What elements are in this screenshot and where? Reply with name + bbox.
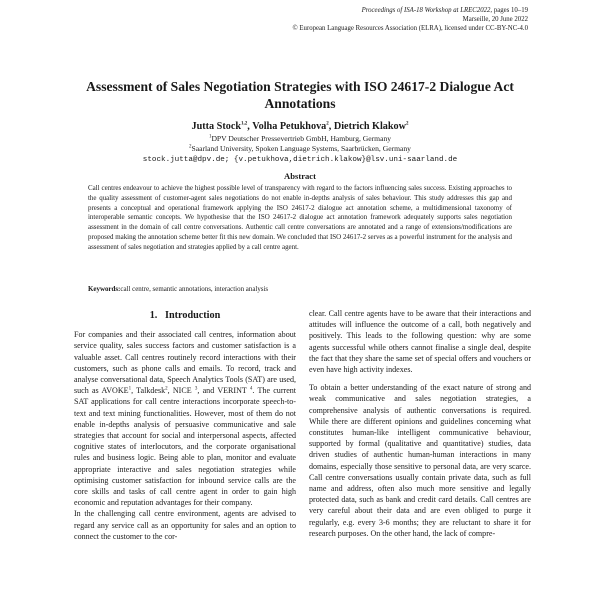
venue-proceedings-line (293, 6, 528, 15)
author-name: Dietrich Klakow (333, 121, 407, 132)
paragraph (74, 329, 296, 508)
abstract-text: Call centres endeavour to achieve the highest possible level of transparency with regard to the factors influencing sales success. Existing approaches to the quality assessment of customer-agent sales negotiations do not enable in-depths analysis of sales behaviour. This study addresses this gap and presents a conceptual and operational framework applying the ISO 24617-2 dialogue act annotation scheme, a multidimensional taxonomy of interoperable semantic concepts. We hypothesise that the ISO 24617-2 dialogue act annotation framework adequately supports sales negotiation assessment in the domain of call centre conversations. Authentic call centre conversations are annotated and a range of extensions/modifications are proposed making the annotation scheme better fit this new domain. We concluded that ISO 24617-2 serves as a powerful instrument for the analysis and assessment of sales negotiation and strategies applied by a call centre agent. (88, 184, 512, 251)
author-separator: , (328, 121, 334, 132)
paper-title: Assessment of Sales Negotiation Strategies with ISO 24617-2 Dialogue Act Annotations (86, 79, 514, 111)
paragraph-text: , Talkdesk (131, 386, 166, 396)
author-affil-sup: 2 (406, 121, 409, 127)
keywords-label: Keywords: (88, 285, 121, 293)
keywords-text: call centre, semantic annotations, interaction analysis (120, 285, 269, 293)
abstract-heading: Abstract (284, 171, 316, 181)
venue-license: © European Language Resources Association (ELRA), licensed under CC-BY-NC-4.0 (292, 25, 528, 32)
paragraph-text: , and VERINT (197, 386, 250, 396)
paragraph: To obtain a better understanding of the exact nature of strong and weak communicative and sales negotiation strategies, a comprehensive analysis of authentic conversations is required. While there are different opinions and guidelines concerning what constitutes human-like intelligent communicative behaviour, supported by formal (qualitative and quantitative) studies, data driven studies of authentic human-human interactions in many domains, especially those sensitive to personal data, are very scarce. Call centre conversations usually contain private data, such as full name and address, often also much more sensitive and legally protected data, such as bank and credit card details. Call centres are very careful about their data and are even obliged to purge it regularly, e.g. every 3-6 months; they are reluctant to share it for research purposes. On the other hand, the lack of compre- (309, 383, 531, 538)
paragraph-text: . The current SAT applications for call centre interactions incorporate speech-to-text and text mining functionalities. However, most of them do not enable in-depths analysis of persuasive communicative and sale strategies that account for social and interpersonal aspects, affected cognitive states of interlocutors, and the corporate organisational rules and business logic. Being able to plan, monitor and evaluate appropriate interactive and sales negotiation strategies while optimising customer satisfaction for inbound service calls are the core skills and tasks of call centre agent in order to gain high economic and reputation advantages for their company. (74, 386, 297, 508)
author-affil-sup: 2 (326, 121, 329, 127)
venue-header (293, 6, 528, 33)
author-list (70, 121, 530, 133)
affiliation-text: Saarland University, Spoken Language Systems, Saarbrücken, Germany (191, 144, 411, 153)
paragraph: clear. Call centre agents have to be aware that their interactions and attitudes will influence the outcome of a call, both negatively and positively. This leads to the following question: why are some agents successful while others cannot finalise a single deal, despite the fact that they share the same set of special offers and vouchers or even have high activity indexes. (309, 309, 531, 375)
right-column (309, 308, 531, 539)
footnote-mark: 3 (194, 386, 198, 392)
author-emails: stock.jutta@dpv.de; {v.petukhova,dietrich.klakow}@lsv.uni-saarland.de (142, 156, 458, 164)
venue-place-date: Marseille, 20 June 2022 (462, 16, 528, 23)
keywords (88, 285, 512, 294)
paragraph-text: For companies and their associated call centres, information about service quality, sales success factors and customer satisfaction is a valuable asset. Call centres routinely record interactions with their customers, such as phone calls and emails. To record, track and analyse conversational data, Speech Analytics Tools (SAT) are used, such as AVOKE (74, 330, 296, 396)
footnote-mark: 2 (165, 386, 168, 392)
footnote-mark: 1 (128, 386, 132, 392)
affiliation (70, 134, 530, 144)
section-heading (74, 310, 296, 321)
affiliation-sup: 1 (208, 134, 212, 140)
author-name: Volha Petukhova (252, 121, 327, 132)
footnote-mark: 4 (249, 386, 253, 392)
section-number: 1. (149, 310, 158, 321)
venue-proceedings: Proceedings of ISA-18 Workshop at LREC2022 (361, 7, 491, 14)
author-separator: , (247, 121, 253, 132)
left-column (74, 308, 296, 542)
affiliation-sup: 2 (189, 144, 192, 150)
affiliation (70, 144, 530, 154)
paragraph-text: , NICE (167, 386, 195, 396)
author-affil-sup: 1,2 (241, 121, 248, 127)
venue-pages: , pages 10–19 (490, 7, 528, 14)
section-title: Introduction (164, 310, 221, 321)
author-name: Jutta Stock (191, 121, 242, 132)
paragraph: In the challenging call centre environment, agents are advised to regard any service call as an opportunity for sales and an option to connect the customer to the cor- (74, 509, 296, 541)
affiliation-text: DPV Deutscher Pressevertrieb GmbH, Hamburg, Germany (211, 134, 392, 143)
